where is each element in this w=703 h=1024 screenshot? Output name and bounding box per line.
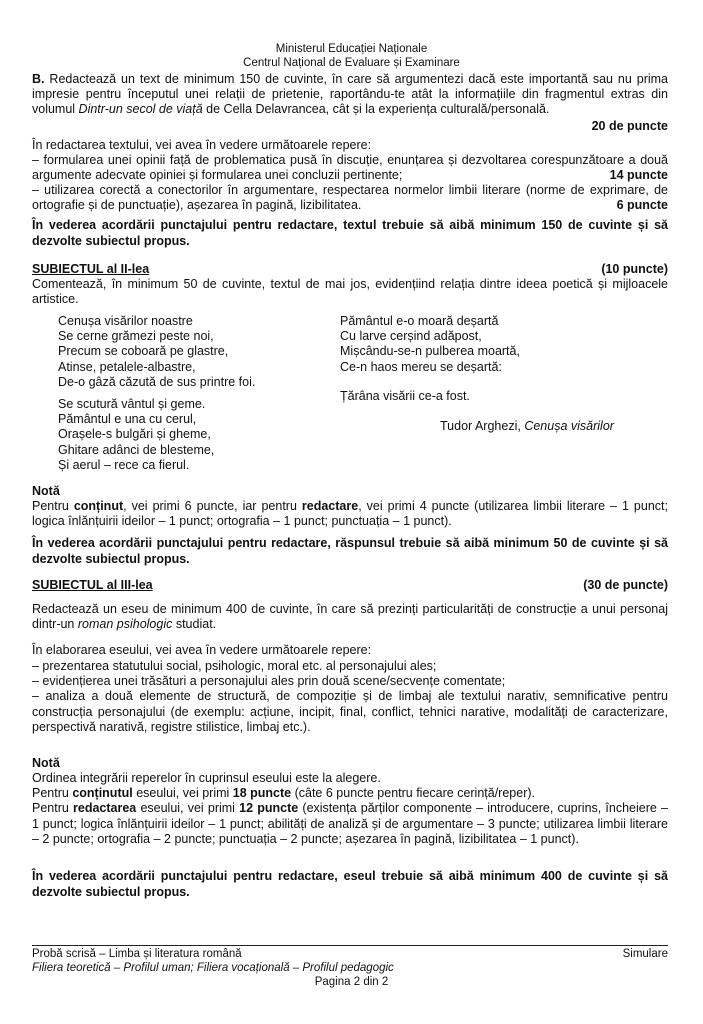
subject-3-bold-note: În vederea acordării punctajului pentru redactare, eseul trebuie să aibă minimum 400 de cuvinte și să dezvolte subiectul propus. — [32, 869, 668, 899]
footer-profile: Filiera teoretică – Profilul uman; Filiera vocațională – Profilul pedagogic — [32, 962, 394, 974]
part-b-repere-intro: În redactarea textului, vei avea în vedere următoarele repere: — [32, 138, 372, 152]
subject-2-title: SUBIECTUL al II-lea — [32, 262, 150, 276]
part-b-label: B. — [32, 72, 45, 86]
poem-line: Cenușa visărilor noastre — [58, 314, 193, 328]
poem-right-stanza-2 — [340, 389, 470, 404]
subject-3-title: SUBIECTUL al III-lea — [32, 578, 153, 592]
nota-content: Pentru conținutul eseului, vei primi 18 puncte (câte 6 puncte pentru fiecare cerință/reper). — [32, 786, 536, 801]
part-b-item-1-points: 14 puncte — [609, 168, 668, 182]
poem-line: Orașele-s bulgări și gheme, — [58, 427, 211, 442]
poem-line: Și aerul – rece ca fierul. — [58, 457, 190, 472]
subject-2-nota-title: Notă — [32, 484, 60, 498]
footer-exam-type: Probă scrisă – Limba și literatura română — [32, 948, 242, 960]
subject-3-points: (30 de puncte) — [583, 578, 668, 592]
footer-row-1 — [32, 948, 668, 962]
part-b-item-2: – utilizarea corectă a conectorilor în argumentare, respectarea normelor limbii literare (norme de exprimare, de ortografie și de punctuație), așezarea în pagină, lizibilitatea. — [32, 183, 668, 213]
subject-2-nota: Pentru conținut, vei primi 6 puncte, iar pentru redactare, vei primi 4 puncte (utilizarea limbii literare – 1 punct; logica înlănțuirii ideilor – 1 punct; ortografia – 1 punct; punctuația – 1 punct). — [32, 499, 668, 529]
poem-line: Precum se coboară pe glastre, — [58, 344, 229, 359]
subject-2-points: (10 puncte) — [601, 262, 668, 276]
list-item: – prezentarea statutului social, psihologic, moral etc. al personajului ales; — [32, 659, 437, 673]
subject-3-nota — [32, 771, 668, 847]
poem-line: Se scutură vântul și geme. — [58, 397, 206, 411]
subject-3-nota-title: Notă — [32, 756, 60, 770]
poem-line: Mișcându-se-n pulberea moartă, — [340, 344, 520, 359]
nota-writing: Pentru redactarea eseului, vei primi 12 puncte (existența părților componente – introducere, cuprins, încheiere – 1 punct; logica înlănțuirii ideilor – 1 punct; abilități de analiză și de argumentare – 3 puncte; utilizarea limbii literare – 2 puncte; ortografia – 2 puncte; punctuația – 2 puncte; așezarea în pagină, lizibilitatea – 1 punct). — [32, 801, 668, 846]
part-b-item-2-points: 6 puncte — [616, 198, 668, 212]
poem-attribution — [440, 419, 614, 434]
nota-order: Ordinea integrării reperelor în cuprinsul eseului este la alegere. — [32, 771, 381, 785]
subject-3-prompt: Redactează un eseu de minimum 400 de cuvinte, în care să prezinți particularități de construcție a unui personaj dintr-un roman psihologic studiat. — [32, 602, 668, 632]
poem-author: Tudor Arghezi, — [440, 419, 525, 433]
subject-3-heading — [32, 578, 668, 593]
poem-line: Cu larve cerșind adăpost, — [340, 329, 482, 344]
poem-right-stanza-1 — [340, 314, 520, 375]
poem-line: Țărâna visării ce-a fost. — [340, 389, 470, 403]
part-b-bold-note: În vederea acordării punctajului pentru redactare, textul trebuie să aibă minimum 150 de cuvinte și să dezvolte subiectul propus. — [32, 218, 668, 248]
poem-line: Pământul e-o moară deșartă — [340, 314, 499, 328]
part-b-item-1: – formularea unei opinii față de problematica pusă în discuție, enunțarea și dezvoltarea corespunzătoare a două argumente adecvate opiniei și formularea unei concluzii pertinente; — [32, 153, 668, 183]
list-item: – analiza a două elemente de structură, de compoziție și de limbaj ale textului narativ, semnificative pentru construcția personajului (de exemplu: acțiune, incipit, final, conflict, tehnici narative, modalități de caracterizare, perspectivă narativă, registre stilistice, limbaj etc.). — [32, 689, 668, 734]
footer-simulation: Simulare — [622, 948, 668, 960]
poem-line: De-o gâză căzută de sus printre foi. — [58, 374, 256, 389]
part-b-points: 20 de puncte — [591, 119, 668, 133]
header-ministry: Ministerul Educației Naționale — [275, 43, 428, 55]
subject-2-prompt: Comentează, în minimum 50 de cuvinte, textul de mai jos, evidențiind relația dintre ideea poetică și mijloacele artistice. — [32, 277, 668, 307]
subject-3-repere-intro: În elaborarea eseului, vei avea în vedere următoarele repere: — [32, 643, 372, 657]
subject-2-heading — [32, 262, 668, 277]
footer-divider — [32, 945, 668, 946]
poem-left-stanza-1 — [58, 314, 255, 390]
poem-line: Pământul e una cu cerul, — [58, 412, 197, 427]
poem-line: Ce-n haos mereu se deșartă: — [340, 359, 502, 374]
poem-line: Se cerne grămezi peste noi, — [58, 329, 214, 344]
footer-row-2 — [32, 962, 668, 976]
part-b-prompt: B. Redactează un text de minimum 150 de cuvinte, în care să argumentezi dacă este importantă sau nu prima impresie pentru începutul unei relații de prietenie, raportându-te atât la informațiile din fragmentul extras din volumul Dintr-un secol de viață de Cella Delavrancea, cât și la experiența culturală/personală. — [32, 72, 668, 117]
list-item: – evidențierea unei trăsături a personajului ales prin două scene/secvențe comentate; — [32, 674, 506, 689]
page-number: Pagina 2 din 2 — [314, 976, 389, 988]
poem-line: Atinse, petalele-albastre, — [58, 359, 196, 374]
subject-2-bold-note: În vederea acordării punctajului pentru redactare, răspunsul trebuie să aibă minimum 50 de cuvinte și să dezvolte subiectul propus. — [32, 536, 668, 566]
subject-3-items — [32, 659, 668, 735]
poem-left-stanza-2 — [58, 397, 214, 473]
book-title: Dintr-un secol de viață — [78, 102, 203, 117]
header-center: Centrul Național de Evaluare și Examinare — [243, 57, 460, 69]
poem-title: Cenușa visărilor — [524, 419, 614, 433]
poem-line: Ghitare adânci de blesteme, — [58, 442, 215, 457]
